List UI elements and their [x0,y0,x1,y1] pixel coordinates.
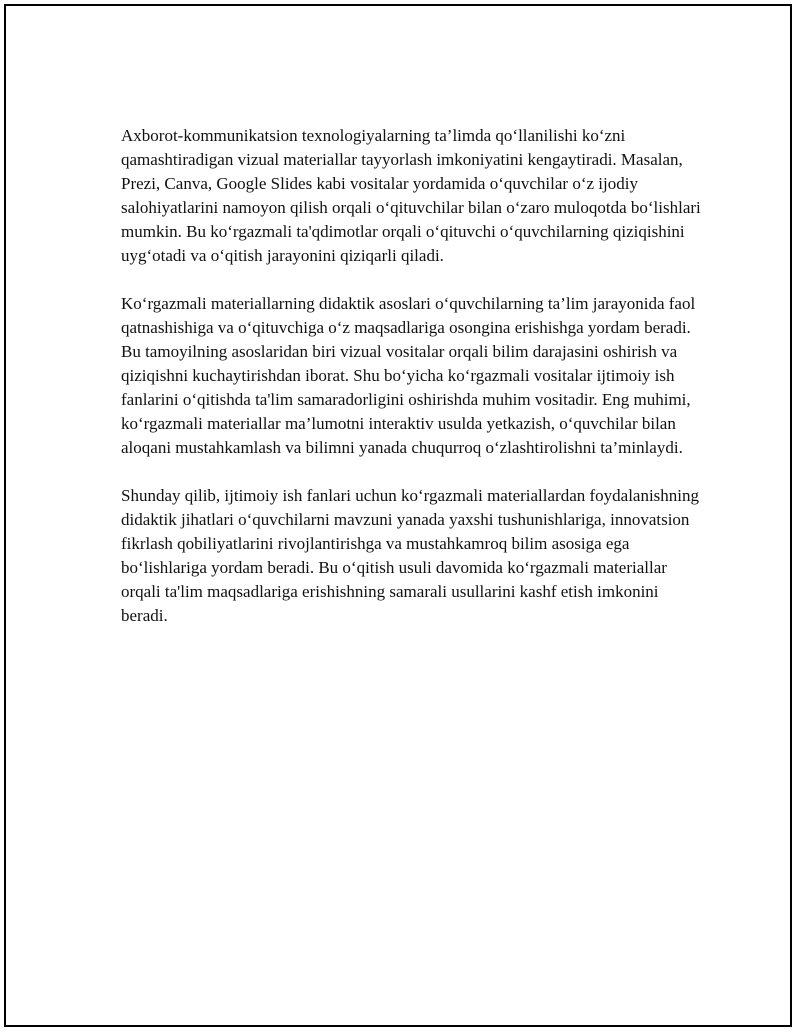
paragraph-2: Ko‘rgazmali materiallarning didaktik asoslari o‘quvchilarning ta’lim jarayonida faol qatnashishiga va o‘qituvchiga o‘z maqsadlariga osongina erishishga yordam beradi. Bu tamoyilning asoslaridan biri vizual vositalar orqali bilim darajasini oshirish va qiziqishni kuchaytirishdan iborat. Shu bo‘yicha ko‘rgazmali vositalar ijtimoiy ish fanlarini o‘qitishda ta'lim samaradorligini oshirishda muhim vositadir. Eng muhimi, ko‘rgazmali materiallar ma’lumotni interaktiv usulda yetkazish, o‘quvchilar bilan aloqani mustahkamlash va bilimni yanada chuqurroq o‘zlashtirolishni ta’minlaydi. [121,294,696,457]
page-frame [4,4,792,1027]
paragraph-3: Shunday qilib, ijtimoiy ish fanlari uchun ko‘rgazmali materiallardan foydalanishning didaktik jihatlari o‘quvchilarni mavzuni yanada yaxshi tushunishlariga, innovatsion fikrlash qobiliyatlarini rivojlantirishga va mustahkamroq bilim asosiga ega bo‘lishlariga yordam beradi. Bu o‘qitish usuli davomida ko‘rgazmali materiallar orqali ta'lim maqsadlariga erishishning samarali usullarini kashf etish imkonini beradi. [121,486,700,625]
document-body [121,124,701,652]
paragraph-1: Axborot-kommunikatsion texnologiyalarning ta’limda qo‘llanilishi ko‘zni qamashtiradigan vizual materiallar tayyorlash imkoniyatini kengaytiradi. Masalan, Prezi, Canva, Google Slides kabi vositalar yordamida o‘quvchilar o‘z ijodiy salohiyatlarini namoyon qilish orqali o‘qituvchilar bilan o‘zaro muloqotda bo‘lishlari mumkin. Bu ko‘rgazmali ta'qdimotlar orqali o‘qituvchi o‘quvchilarning qiziqishini uyg‘otadi va o‘qitish jarayonini qiziqarli qiladi. [121,126,701,265]
